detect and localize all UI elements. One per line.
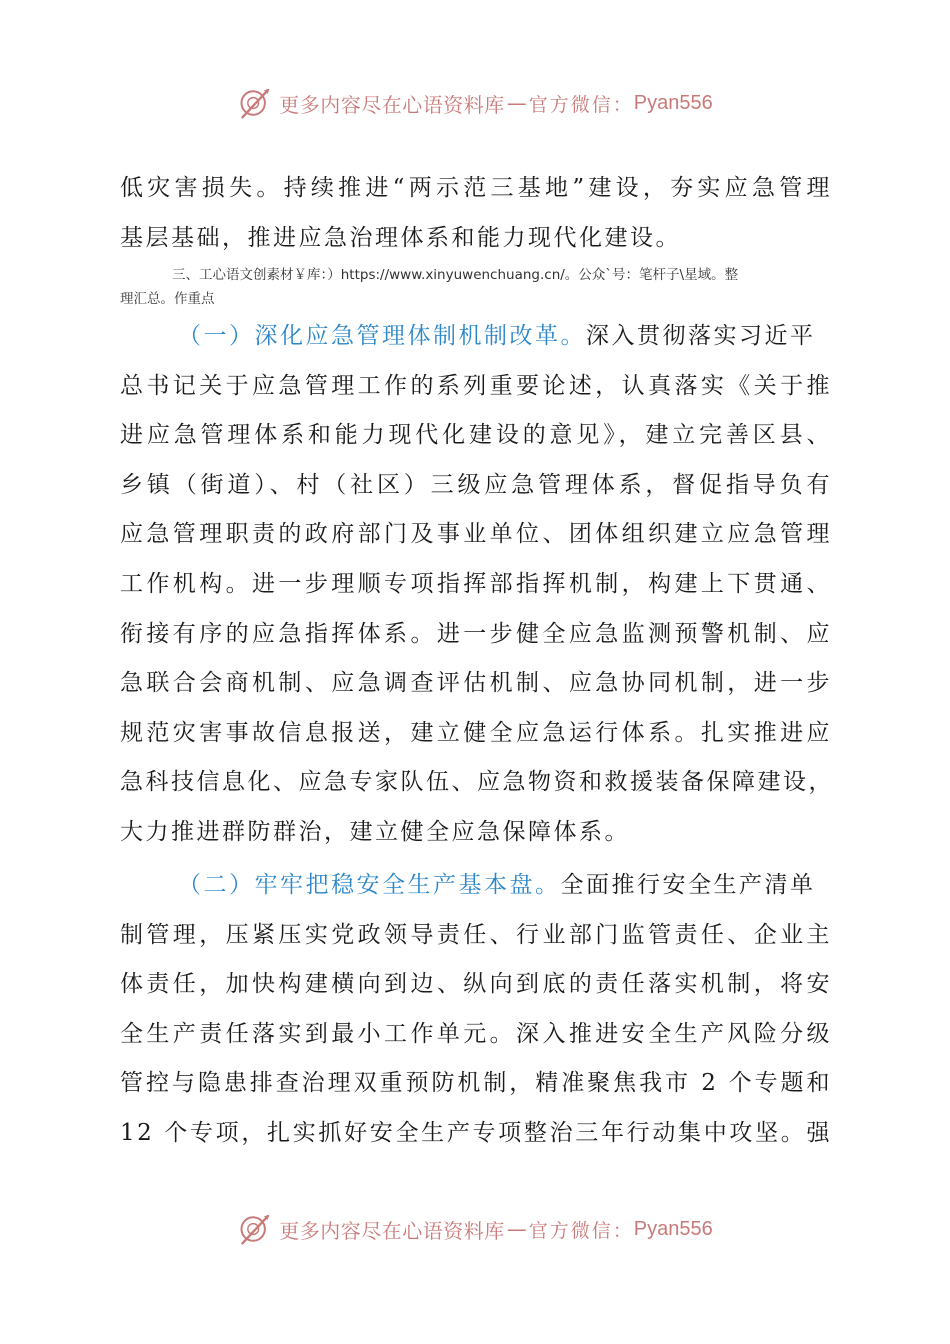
banner-dash: — [506, 91, 527, 115]
section-1-first-line-text: 深入贯彻落实习近平 [586, 323, 816, 349]
banner-wechat-label: 官方微信： [528, 1219, 634, 1242]
pen-logo-icon [237, 85, 273, 121]
banner-dash: — [506, 1217, 527, 1241]
paragraph-line: 乡镇（街道）、村（社区）三级应急管理体系，督促指导负有 [120, 471, 832, 498]
source-note-line: 三、工心语文创素材￥库：）https://www.xinyuwenchuang.cn/。公众`号：笔杆子\星域。整 [172, 267, 739, 283]
banner-brand-text: 更多内容尽在心语资料库 [279, 92, 505, 117]
header-watermark-banner [0, 83, 950, 123]
footer-watermark-banner [0, 1209, 950, 1249]
banner-wechat-id: Pyan556 [633, 1217, 713, 1240]
source-note-line: 理汇总。作重点 [120, 291, 215, 307]
intro-paragraph [120, 164, 832, 263]
paragraph-line: 急科技信息化、应急专家队伍、应急物资和救援装备保障建设， [120, 769, 834, 796]
paragraph-line: 应急管理职责的政府部门及事业单位、团体组织建立应急管理 [120, 521, 832, 548]
source-note [120, 263, 832, 311]
paragraph-line: 进应急管理体系和能力现代化建设的意见》，建立完善区县、 [120, 422, 832, 449]
section-2-heading: （二）牢牢把稳安全生产基本盘。 [178, 872, 561, 898]
section-2-first-line [120, 861, 832, 911]
section-2-paragraph [120, 861, 832, 1159]
paragraph-line: 基层基础，推进应急治理体系和能力现代化建设。 [120, 224, 681, 251]
paragraph-line: 制管理，压紧压实党政领导责任、行业部门监管责任、企业主 [120, 921, 832, 948]
paragraph-line: 管控与隐患排查治理双重预防机制，精准聚焦我市 2 个专题和 [120, 1070, 832, 1097]
banner-wechat-label: 官方微信： [528, 93, 634, 116]
paragraph-line: 工作机构。进一步理顺专项指挥部指挥机制，构建上下贯通、 [120, 570, 832, 597]
paragraph-line: 规范灾害事故信息报送，建立健全应急运行体系。扎实推进应 [120, 719, 832, 746]
section-1-first-line [120, 312, 832, 362]
section-1-heading: （一）深化应急管理体制机制改革。 [178, 323, 586, 349]
banner-wechat-id: Pyan556 [633, 91, 713, 114]
paragraph-line: 大力推进群防群治，建立健全应急保障体系。 [120, 818, 630, 845]
paragraph-line: 衔接有序的应急指挥体系。进一步健全应急监测预警机制、应 [120, 620, 832, 647]
paragraph-line: 低灾害损失。持续推进“两示范三基地”建设，夯实应急管理 [120, 175, 832, 201]
paragraph-line: 总书记关于应急管理工作的系列重要论述，认真落实《关于推 [120, 372, 832, 399]
banner-brand-text: 更多内容尽在心语资料库 [279, 1218, 505, 1243]
section-1-paragraph [120, 312, 832, 858]
paragraph-line: 12 个专项，扎实抓好安全生产专项整治三年行动集中攻坚。强 [120, 1119, 832, 1146]
section-2-first-line-text: 全面推行安全生产清单 [560, 872, 816, 898]
pen-logo-icon [237, 1211, 273, 1247]
paragraph-line: 体责任，加快构建横向到边、纵向到底的责任落实机制，将安 [120, 971, 832, 998]
paragraph-line: 全生产责任落实到最小工作单元。深入推进安全生产风险分级 [120, 1020, 832, 1047]
paragraph-line: 急联合会商机制、应急调查评估机制、应急协同机制，进一步 [120, 670, 832, 697]
